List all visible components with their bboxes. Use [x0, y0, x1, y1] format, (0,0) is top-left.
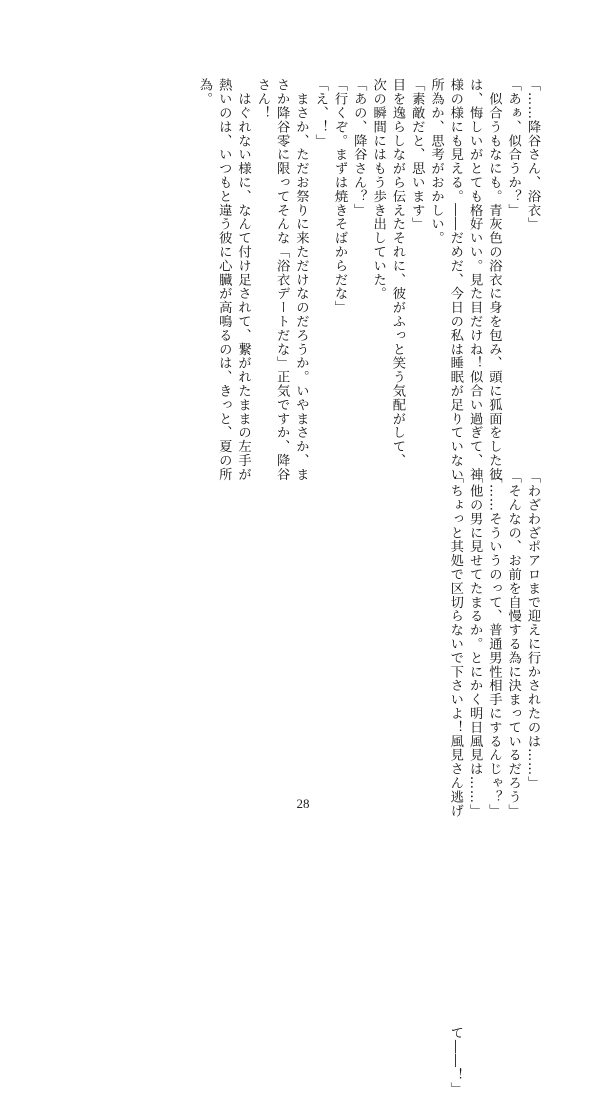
- upper-text-column-block: [195, 78, 542, 482]
- text-line: 「他の男に見せてたまるか。とにかく明日風見は……」: [467, 470, 483, 818]
- text-line: まさか、ただお祭りに来ただけなのだろうか。いやまさか、ま: [293, 78, 309, 482]
- text-line: 「あの、降谷さん？」: [351, 78, 367, 217]
- text-line: 「……降谷さん、浴衣」: [525, 78, 540, 231]
- page-number: 28: [296, 796, 310, 811]
- text-line: 「素敵だと、思います」: [409, 78, 425, 231]
- text-line: 「ちょっと其処で区切らないで下さいよ！風見さん逃げ て――！」: [447, 470, 463, 1096]
- text-line: 様の様にも見える。――だめだ、今日の私は睡眠が足りていない: [447, 78, 463, 482]
- text-line: 所為か、思考がおかしい。: [428, 78, 444, 245]
- text-line: 「え、！」: [312, 78, 328, 148]
- text-line: 次の瞬間にはもう歩き出していた。: [370, 78, 386, 301]
- text-line: 為。: [196, 78, 212, 106]
- text-line: 「わざわざポアロまで迎えに行かされたのは……」: [525, 470, 540, 790]
- text-line: 「行くぞ。まずは焼きそばからだな」: [332, 78, 348, 315]
- text-line: さん！: [254, 78, 270, 120]
- text-line: は、悔しいがとても格好いい。見た目だけね！似合い過ぎて、神: [467, 78, 483, 482]
- text-line: 「あぁ、似合うか？」: [505, 78, 521, 217]
- text-line: さか降谷零に限ってそんな「浴衣デートだな」正気ですか、降谷: [274, 78, 290, 482]
- text-line: 「そんなの、お前を自慢する為に決まっているだろう」: [505, 470, 521, 818]
- text-line: 「……そういうのって、普通男性相手にするんじゃ？」: [486, 470, 502, 818]
- text-line: 熱いのは、いつもと違う彼に心臓が高鳴るのは、きっと、夏の所: [216, 78, 232, 482]
- text-line: はぐれない様に、なんて付け足されて、繋がれたままの左手が: [235, 78, 251, 482]
- lower-text-column-block: [446, 470, 542, 1096]
- text-line: 似合うもなにも。青灰色の浴衣に身を包み、頭に狐面をした彼: [486, 78, 502, 482]
- text-line: 目を逸らしながら伝えたそれに、彼がふっと笑う気配がして、: [389, 78, 405, 468]
